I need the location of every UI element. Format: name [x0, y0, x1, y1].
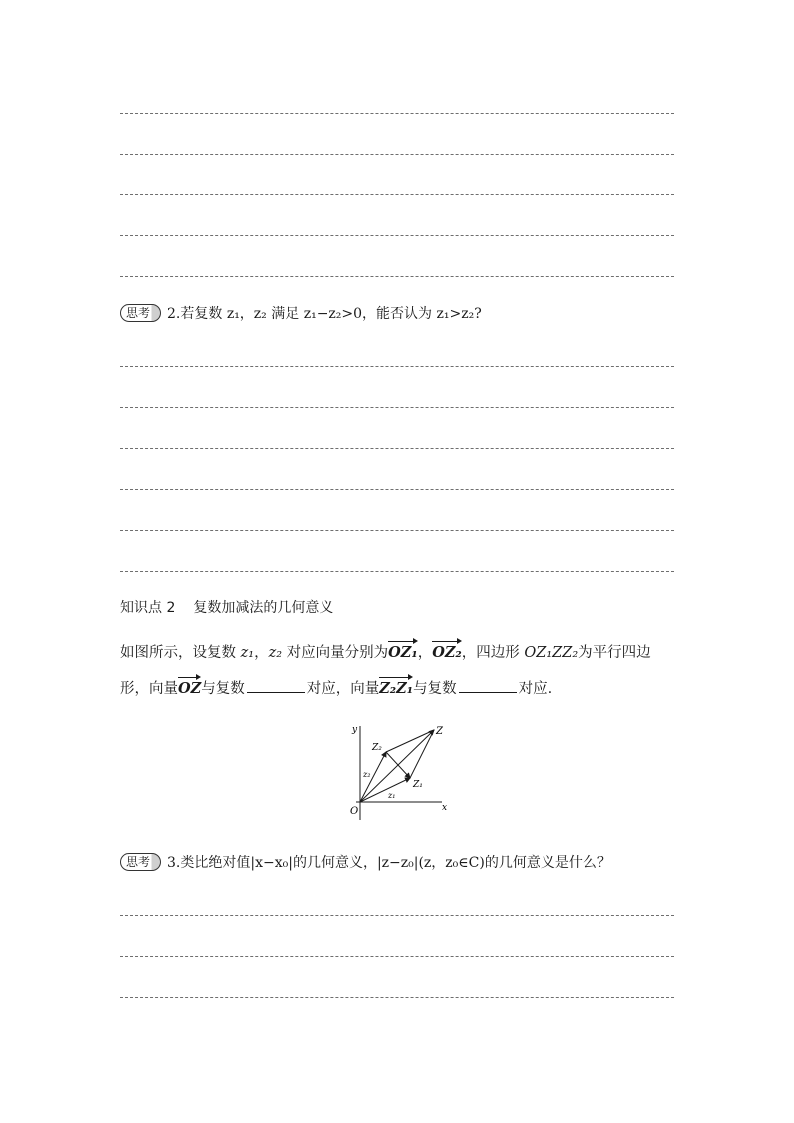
parallelogram-figure — [336, 720, 456, 830]
answer-line[interactable] — [120, 997, 674, 998]
vector-z2z1: Z₂Z₁ — [379, 676, 413, 697]
text: 为平行四边 — [578, 645, 651, 661]
answer-line[interactable] — [120, 113, 674, 114]
text: ， — [417, 645, 433, 661]
text: 对应向量分别为 — [282, 645, 389, 661]
fill-blank-1[interactable] — [247, 680, 305, 693]
answer-line[interactable] — [120, 407, 674, 408]
think-badge: 思考 — [120, 853, 161, 871]
math-quad: OZ₁ZZ₂ — [524, 645, 579, 661]
answer-line[interactable] — [120, 235, 674, 236]
vector-oz2: OZ₂ — [432, 640, 462, 661]
vector-oz: OZ — [178, 676, 201, 697]
label-y: y — [352, 725, 358, 735]
answer-line[interactable] — [120, 956, 674, 957]
answer-line[interactable] — [120, 276, 674, 277]
question-3-text: 3.类比绝对值|x−x₀|的几何意义，|z−z₀|(z，z₀∈C)的几何意义是什么？ — [167, 855, 611, 871]
answer-line[interactable] — [120, 366, 674, 367]
section-title: 复数加减法的几何意义 — [193, 600, 334, 616]
paragraph-line-2 — [120, 676, 680, 698]
label-origin: O — [350, 806, 359, 817]
section-number: 知识点 2 — [120, 600, 176, 616]
answer-line[interactable] — [120, 571, 674, 572]
answer-line[interactable] — [120, 448, 674, 449]
side-z2-z — [386, 730, 434, 752]
question-3 — [120, 852, 611, 872]
side-z1-z — [410, 730, 434, 778]
answer-line[interactable] — [120, 489, 674, 490]
question-2 — [120, 303, 482, 323]
fill-blank-2[interactable] — [459, 680, 517, 693]
text: 与复数 — [201, 681, 245, 697]
text: 与复数 — [413, 681, 457, 697]
answer-line[interactable] — [120, 530, 674, 531]
paragraph-line-1 — [120, 640, 680, 662]
math-z1: z₁ — [240, 645, 255, 661]
text: 对应，向量 — [306, 681, 380, 697]
answer-line[interactable] — [120, 154, 674, 155]
text: ， — [254, 645, 269, 661]
label-z2: z₂ — [363, 770, 371, 779]
vector-z — [360, 730, 434, 802]
text: 对应. — [518, 681, 553, 697]
math-z2: z₂ — [268, 645, 283, 661]
answer-line[interactable] — [120, 915, 674, 916]
section-heading — [120, 597, 333, 617]
label-z1: z₁ — [388, 791, 396, 800]
text: ，四边形 — [461, 645, 525, 661]
text: 形，向量 — [120, 681, 178, 697]
question-2-text: 2.若复数 z₁，z₂ 满足 z₁−z₂>0，能否认为 z₁>z₂? — [167, 306, 482, 322]
answer-line[interactable] — [120, 194, 674, 195]
text: 如图所示，设复数 — [120, 645, 241, 661]
vector-z2z1 — [386, 752, 410, 778]
label-Z2: Z₂ — [372, 743, 382, 753]
think-badge: 思考 — [120, 304, 161, 322]
label-x: x — [442, 803, 448, 813]
label-Z1: Z₁ — [413, 780, 423, 790]
label-Z: Z — [436, 726, 443, 737]
vector-z1 — [360, 778, 410, 802]
vector-oz1: OZ₁ — [388, 640, 418, 661]
